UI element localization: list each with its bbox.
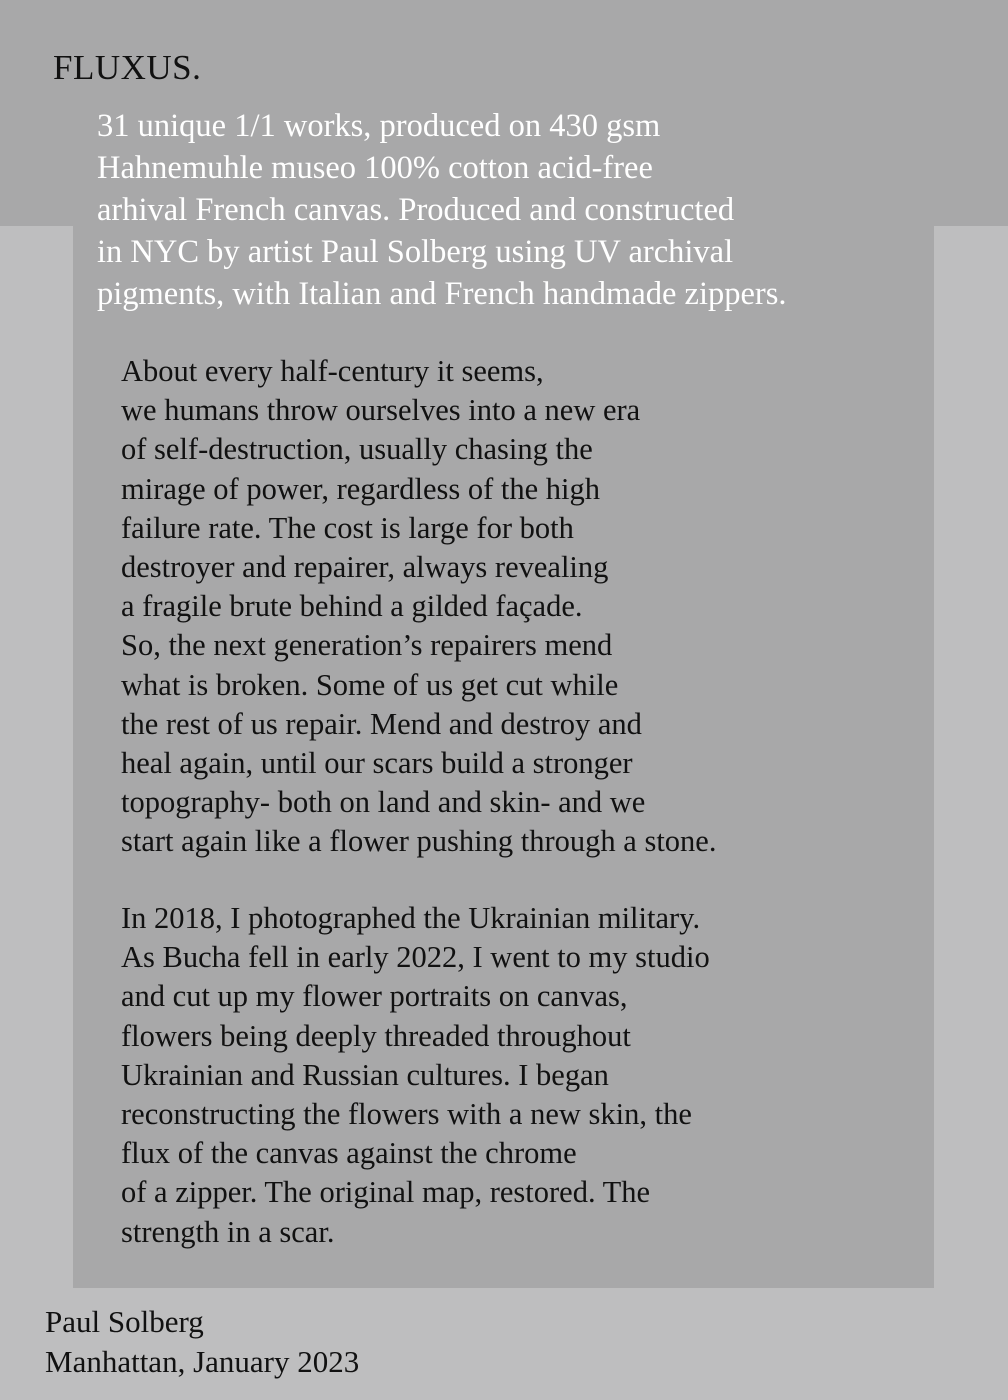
paragraph-2: [121, 899, 710, 1252]
paragraph-line: of self-destruction, usually chasing the: [121, 432, 593, 467]
paragraph-line: As Bucha fell in early 2022, I went to my studio: [121, 940, 710, 975]
paragraph-line: mirage of power, regardless of the high: [121, 471, 600, 506]
paragraph-line: what is broken. Some of us get cut while: [121, 667, 619, 702]
signature-name: Paul Solberg: [45, 1304, 204, 1339]
specs-line: Hahnemuhle museo 100% cotton acid-free: [97, 150, 653, 186]
paragraph-line: the rest of us repair. Mend and destroy and: [121, 706, 642, 741]
signature-place-date: Manhattan, January 2023: [45, 1344, 360, 1379]
paragraph-line: flux of the canvas against the chrome: [121, 1136, 577, 1171]
paragraph-line: Ukrainian and Russian cultures. I began: [121, 1057, 609, 1092]
paragraph-line: heal again, until our scars build a stronger: [121, 746, 633, 781]
paragraph-line: In 2018, I photographed the Ukrainian military.: [121, 901, 701, 935]
paragraph-line: of a zipper. The original map, restored. The: [121, 1175, 651, 1210]
paragraph-line: a fragile brute behind a gilded façade.: [121, 589, 583, 624]
specs-line: in NYC by artist Paul Solberg using UV archival: [97, 234, 734, 270]
specs-line: arhival French canvas. Produced and constructed: [97, 192, 735, 228]
specs-line: pigments, with Italian and French handmade zippers.: [97, 276, 787, 312]
paragraph-line: flowers being deeply threaded throughout: [121, 1018, 631, 1053]
paragraph-line: failure rate. The cost is large for both: [121, 510, 574, 545]
paragraph-line: start again like a flower pushing through a stone.: [121, 824, 717, 859]
specs-block: [97, 105, 787, 315]
paragraph-line: and cut up my flower portraits on canvas,: [121, 979, 628, 1014]
paragraph-line: topography- both on land and skin- and we: [121, 785, 646, 820]
paragraph-line: destroyer and repairer, always revealing: [121, 550, 609, 585]
document-title: FLUXUS.: [53, 48, 202, 87]
paragraph-1: [121, 352, 716, 862]
paragraph-line: So, the next generation’s repairers mend: [121, 628, 613, 663]
paragraph-line: About every half-century it seems,: [121, 354, 544, 388]
paragraph-line: strength in a scar.: [121, 1214, 335, 1249]
specs-line: 31 unique 1/1 works, produced on 430 gsm: [97, 108, 661, 144]
signature-block: [45, 1302, 359, 1382]
paragraph-line: reconstructing the flowers with a new skin, the: [121, 1097, 692, 1132]
paragraph-line: we humans throw ourselves into a new era: [121, 393, 641, 428]
